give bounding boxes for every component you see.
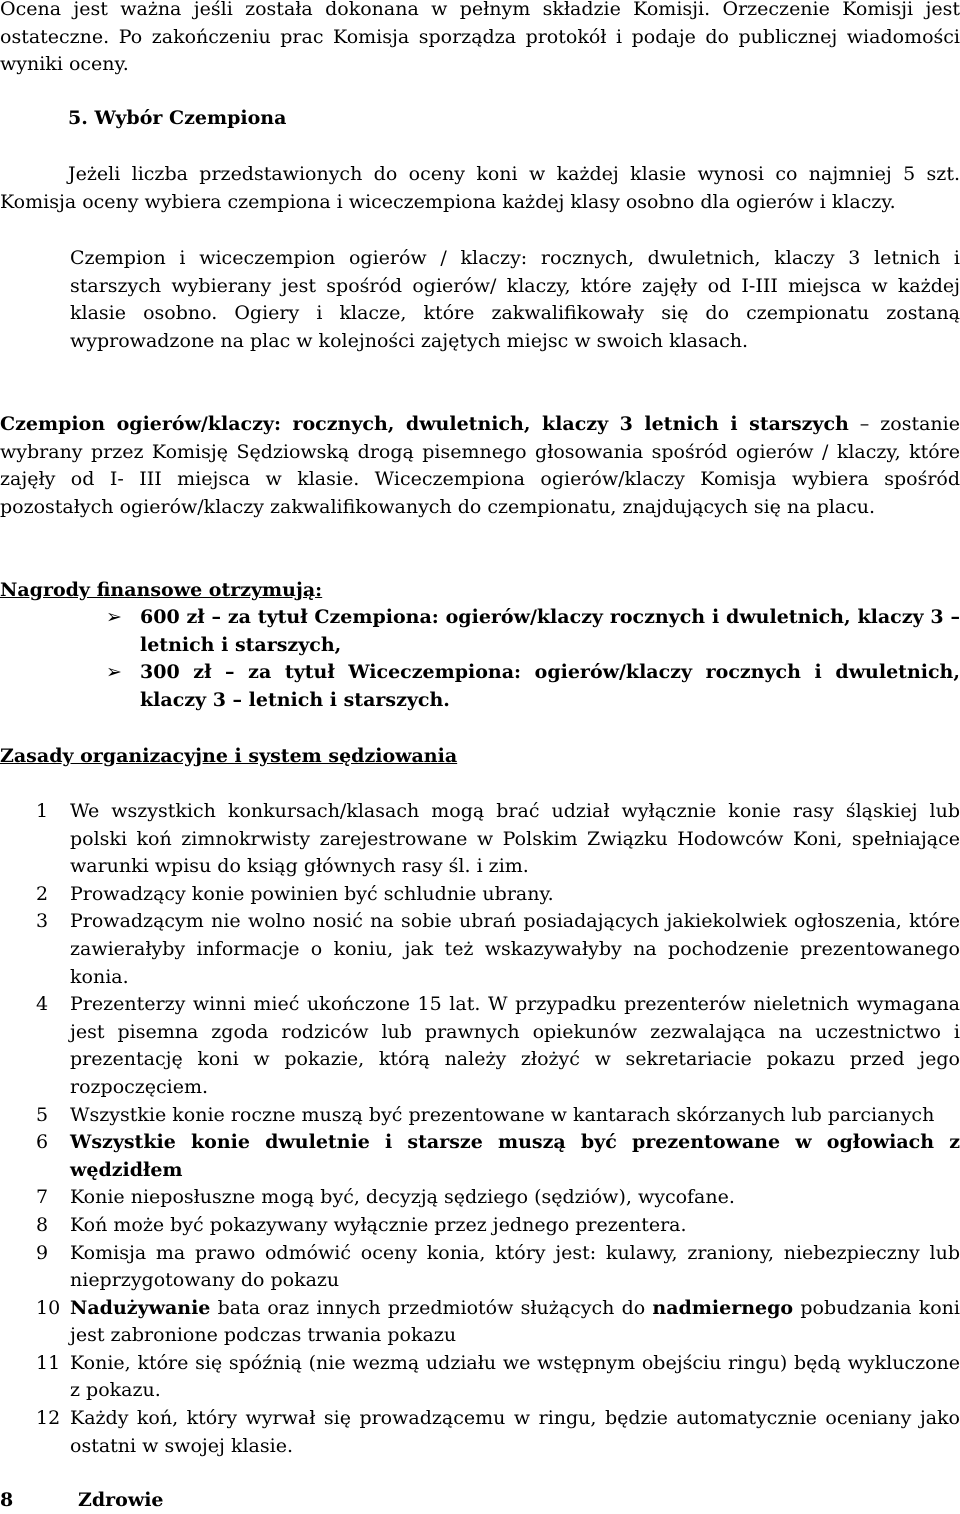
rule-item: 11 Konie, które się spóźnią (nie wezmą udziału we wstępnym obejściu ringu) będą wykluczone z pokazu. — [36, 1351, 960, 1402]
rule-item: 2 Prowadzący konie powinien być schludnie ubrany. — [36, 882, 554, 905]
rule-item: 5 Wszystkie konie roczne muszą być prezentowane w kantarach skórzanych lub parcianych — [36, 1103, 935, 1126]
prize-item: ➢ 300 zł – za tytuł Wiceczempiona: ogierów/klaczy rocznych i dwuletnich, klaczy 3 – letnich i starszych. — [106, 661, 960, 711]
rule-item: 10 Nadużywanie bata oraz innych przedmiotów służących do nadmiernego pobudzania koni jest zabronione podczas trwania pokazu — [36, 1296, 960, 1347]
prizes-list — [106, 604, 960, 714]
prizes-heading: Nagrody finansowe otrzymują: — [0, 579, 323, 601]
rule-item: 1 We wszystkich konkursach/klasach mogą brać udział wyłącznie konie rasy śląskiej lub polski koń zimnokrwisty zarejestrowane w Polskim Związku Hodowców Koni, spełniające warunki wpisu do ksiąg głównych rasy śl. i zim. — [36, 800, 960, 878]
rule-item: 9 Komisja ma prawo odmówić oceny konia, który jest: kulawy, zraniony, niebezpieczny lub nieprzygotowany do pokazu — [36, 1241, 960, 1292]
next-section-heading: 8 Zdrowie — [0, 1489, 164, 1511]
rules-heading: Zasady organizacyjne i system sędziowania — [0, 745, 458, 767]
rules-list — [0, 798, 960, 1460]
section-5-paragraph-2: Czempion i wiceczempion ogierów / klaczy: rocznych, dwuletnich, klaczy 3 letnich i starszych wybierany jest spośród ogierów/ klaczy, które zajęły od I-III miejsca w każdej klasie osobno. Ogiery i klacze, które zakwalifikowały się do czempionatu zostaną wyprowadzone na plac w kolejności zajętych miejsc w swoich klasach. — [70, 247, 960, 352]
intro-paragraph: Ocena jest ważna jeśli została dokonana w pełnym składzie Komisji. Orzeczenie Komisji jest ostateczne. Po zakończeniu prac Komisja sporządza protokół i podaje do publicznej wiadomości wyniki oceny. — [0, 0, 960, 76]
rule-item: 8 Koń może być pokazywany wyłącznie przez jednego prezentera. — [36, 1213, 687, 1236]
section-5-heading: 5. Wybór Czempiona — [68, 107, 287, 129]
prize-item: ➢ 600 zł – za tytuł Czempiona: ogierów/klaczy rocznych i dwuletnich, klaczy 3 – letnich i starszych, — [106, 606, 960, 656]
rule-item: 6 Wszystkie konie dwuletnie i starsze muszą być prezentowane w ogłowiach z wędzidłem — [36, 1131, 960, 1181]
section-5-paragraph-1: Jeżeli liczba przedstawionych do oceny koni w każdej klasie wynosi co najmniej 5 szt. Komisja oceny wybiera czempiona i wiceczempiona każdej klasy osobno dla ogierów i klaczy. — [0, 163, 960, 213]
section-5-paragraph-3: Czempion ogierów/klaczy: rocznych, dwuletnich, klaczy 3 letnich i starszych – zostanie wybrany przez Komisję Sędziowską drogą pisemnego głosowania spośród ogierów / klaczy, które zajęły od I- III miejsca w klasie. Wiceczempiona ogierów/klaczy Komisja wybiera spośród pozostałych ogierów/klaczy zakwalifikowanych do czempionatu, znajdujących się na placu. — [0, 413, 960, 518]
rule-item: 12 Każdy koń, który wyrwał się prowadzącemu w ringu, będzie automatycznie oceniany jako ostatni w swojej klasie. — [36, 1407, 960, 1457]
rule-item: 3 Prowadzącym nie wolno nosić na sobie ubrań posiadających jakiekolwiek ogłoszenia, które zawierałyby informacje o koniu, jak też wskazywałyby na pochodzenie prezentowanego konia. — [36, 910, 960, 988]
arrow-bullet-icon: ➢ — [106, 606, 122, 628]
arrow-bullet-icon: ➢ — [106, 661, 122, 684]
rule-item: 7 Konie nieposłuszne mogą być, decyzją sędziego (sędziów), wycofane. — [36, 1186, 735, 1209]
rule-item: 4 Prezenterzy winni mieć ukończone 15 lat. W przypadku prezenterów nieletnich wymagana jest pisemna zgoda rodziców lub prawnych opiekunów zezwalająca na uczestnictwo i prezentację koni w pokazie, którą należy złożyć w sekretariacie pokazu przed jego rozpoczęciem. — [36, 993, 960, 1098]
